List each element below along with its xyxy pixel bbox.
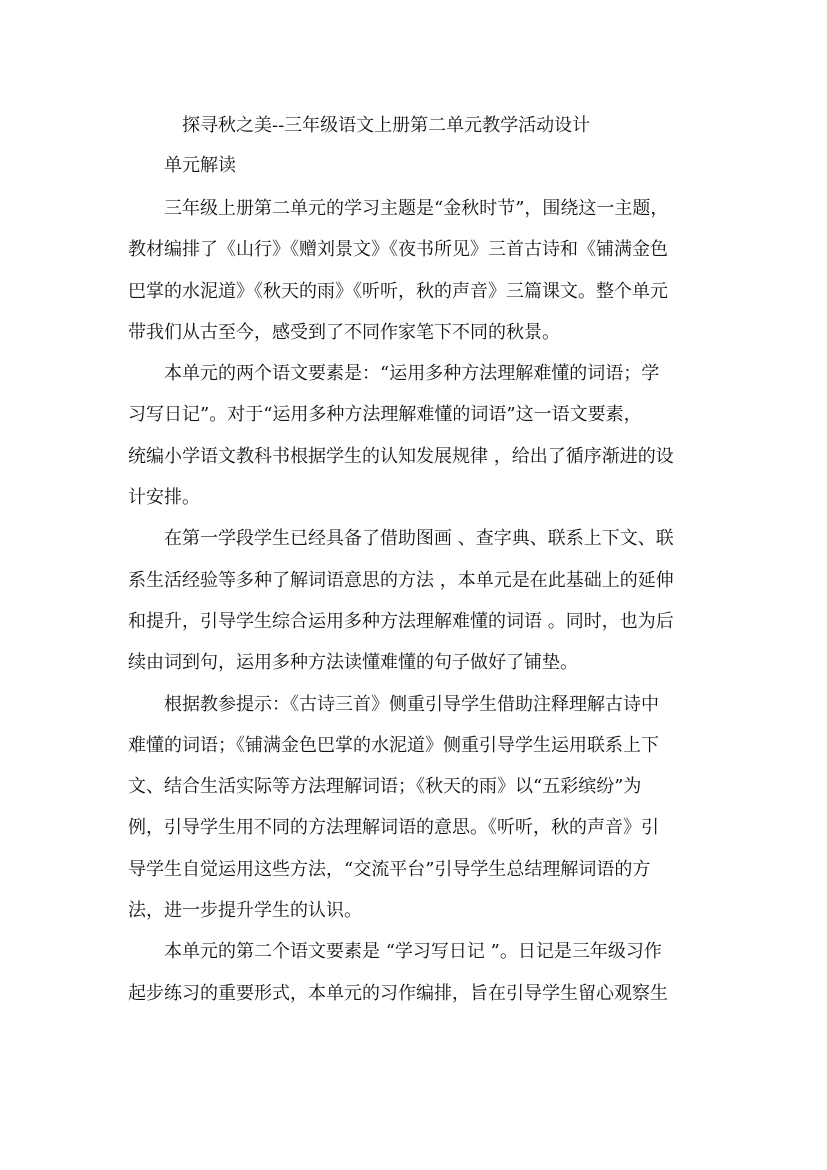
section-heading: 单元解读 bbox=[164, 155, 236, 176]
document-body bbox=[128, 188, 708, 1014]
paragraph-5 bbox=[128, 931, 708, 1014]
text-line: 难懂的词语；《铺满金色巴掌的水泥道》侧重引导学生运用联系上下 bbox=[128, 734, 659, 756]
text-line: 续由词到句，运用多种方法读懂难懂的句子做好了铺垫。 bbox=[128, 652, 578, 674]
text-line: 导学生自觉运用这些方法，“交流平台”引导学生总结理解词语的方 bbox=[128, 858, 651, 880]
text-line: 文、结合生活实际等方法理解词语；《秋天的雨》以“五彩缤纷”为 bbox=[128, 776, 642, 798]
text-line: 计安排。 bbox=[128, 487, 200, 509]
paragraph-1 bbox=[128, 188, 708, 353]
text-line: 法，进一步提升学生的认识。 bbox=[128, 900, 362, 922]
text-line: 巴掌的水泥道》《秋天的雨》《听听，秋的声音》三篇课文。整个单元 bbox=[128, 280, 668, 302]
text-line: 三年级上册第二单元的学习主题是“金秋时节”，围绕这一主题， bbox=[164, 198, 669, 219]
paragraph-3 bbox=[128, 518, 708, 683]
text-line: 习写日记”。对于“运用多种方法理解难懂的词语”这一语文要素， bbox=[128, 404, 642, 426]
text-line: 例，引导学生用不同的方法理解词语的意思。《听听，秋的声音》引 bbox=[128, 817, 659, 839]
document-title: 探寻秋之美--三年级语文上册第二单元教学活动设计 bbox=[182, 115, 591, 136]
text-line: 本单元的第二个语文要素是 “学习写日记 ”。日记是三年级习作 bbox=[164, 941, 662, 963]
paragraph-4 bbox=[128, 684, 708, 932]
text-line: 根据教参提示：《古诗三首》侧重引导学生借助注释理解古诗中 bbox=[164, 693, 659, 715]
paragraph-2 bbox=[128, 353, 708, 518]
text-line: 教材编排了《山行》《赠刘景文》《夜书所见》三首古诗和《铺满金色 bbox=[128, 239, 668, 261]
text-line: 系生活经验等多种了解词语意思的方法 ，本单元是在此基础上的延伸 bbox=[128, 569, 674, 591]
text-line: 带我们从古至今，感受到了不同作家笔下不同的秋景。 bbox=[128, 321, 560, 343]
text-line: 在第一学段学生已经具备了借助图画 、查字典、联系上下文、联 bbox=[164, 528, 674, 550]
text-line: 和提升，引导学生综合运用多种方法理解难懂的词语 。同时，也为后 bbox=[128, 610, 674, 632]
text-line: 统编小学语文教科书根据学生的认知发展规律 ，给出了循序渐进的设 bbox=[128, 445, 674, 467]
text-line: 本单元的两个语文要素是：“运用多种方法理解难懂的词语；学 bbox=[164, 363, 660, 385]
text-line: 起步练习的重要形式，本单元的习作编排，旨在引导学生留心观察生 bbox=[128, 982, 668, 1004]
